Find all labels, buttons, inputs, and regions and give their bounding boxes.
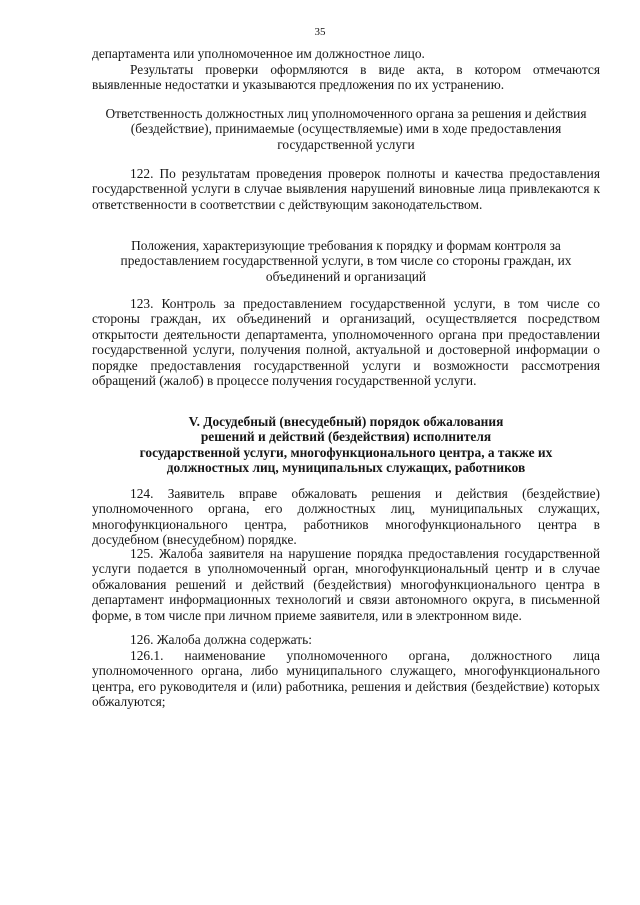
paragraph-124: 124. Заявитель вправе обжаловать решения и действия (бездействие) уполномоченного органа, его должностных лиц, муниципальных служащих, многофункционального центра, работников многофункционального центра в досудебном (внесудебном) порядке. bbox=[92, 486, 600, 548]
paragraph-126-1: 126.1. наименование уполномоченного органа, должностного лица уполномоченного органа, либо муниципального служащего, многофункционального центра, его руководителя и (или) работника, решения и действия (бездействие) которых обжалуются; bbox=[92, 648, 600, 710]
heading-control-provisions: Положения, характеризующие требования к порядку и формам контроля за предоставлением государственной услуги, в том числе со стороны граждан, их объединений и организаций bbox=[120, 238, 572, 284]
heading-responsibility: Ответственность должностных лиц уполномоченного органа за решения и действия (бездействие), принимаемые (осуществляемые) ими в ходе предоставления государственной услуги bbox=[105, 106, 587, 152]
heading-section-5-line-3: государственной услуги, многофункционального центра, а также их bbox=[139, 444, 553, 460]
heading-section-5 bbox=[96, 414, 596, 476]
heading-section-5-line-2: решений и действий (бездействия) исполнителя bbox=[200, 429, 492, 445]
paragraph-122: 122. По результатам проведения проверок полноты и качества предоставления государственной услуги в случае выявления нарушений виновные лица привлекаются к ответственности в соответствии с действующим законодательством. bbox=[92, 166, 600, 212]
paragraph-continuation: департамента или уполномоченное им должностное лицо. bbox=[92, 46, 425, 61]
page-number: 35 bbox=[314, 26, 326, 38]
paragraph-125: 125. Жалоба заявителя на нарушение порядка предоставления государственной услуги подается в уполномоченный орган, многофункциональный центр и в случае обжалования решений и действий (бездействия) многофункционального центра в департамент информационных технологий и связи автономного округа, в письменной форме, в том числе при личном приеме заявителя, или в электронном виде. bbox=[92, 546, 600, 623]
paragraph-123: 123. Контроль за предоставлением государственной услуги, в том числе со стороны граждан, их объединений и организаций, осуществляется посредством открытости деятельности департамента, уполномоченного органа при предоставлении государственной услуги, получения полной, актуальной и достоверной информации о порядке предоставления государственной услуги и возможности рассмотрения обращений (жалоб) в процессе получения государственной услуги. bbox=[92, 296, 600, 389]
paragraph-126: 126. Жалоба должна содержать: bbox=[130, 632, 312, 647]
heading-section-5-line-1: V. Досудебный (внесудебный) порядок обжалования bbox=[188, 414, 504, 429]
heading-section-5-line-4: должностных лиц, муниципальных служащих, работников bbox=[166, 460, 526, 476]
paragraph-inspection-results: Результаты проверки оформляются в виде акта, в котором отмечаются выявленные недостатки и указываются предложения по их устранению. bbox=[92, 62, 600, 93]
